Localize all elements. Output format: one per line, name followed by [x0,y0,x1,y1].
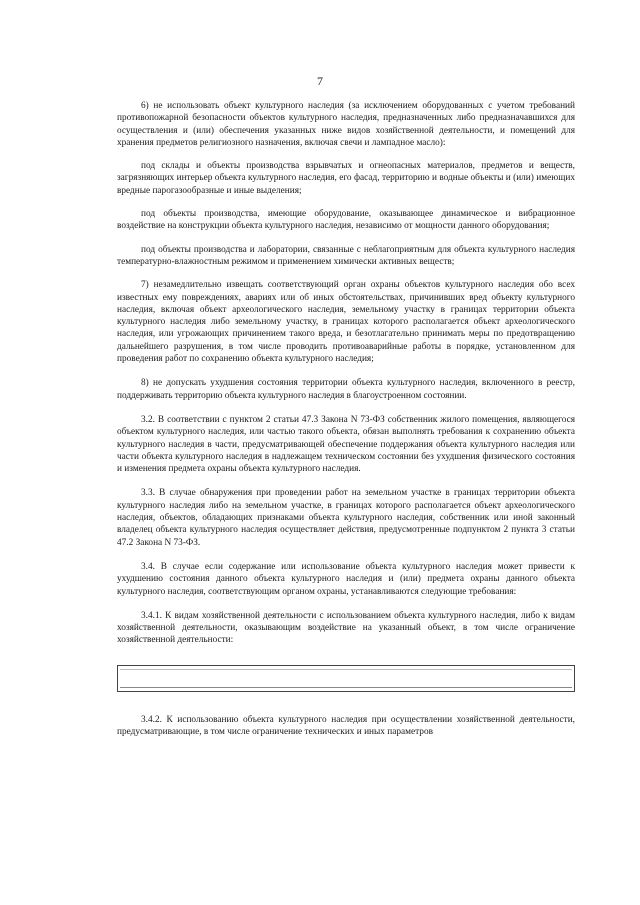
empty-table-box [117,665,575,692]
paragraph-3-4-1: 3.4.1. К видам хозяйственной деятельности с использованием объекта культурного наследия, либо к видам хозяйственной деятельности, оказывающим воздействие на указанный объект, в том числе ограничение хозяйственной деятельности: [117,610,575,646]
paragraph-3-2: 3.2. В соответствии с пунктом 2 статьи 47.3 Закона N 73-ФЗ собственник жилого помещения, являющегося объектом культурного наследия, или частью такого объекта, обязан выполнять требования к сохранению объекта культурного наследия в части, предусматривающей обеспечение поддержания объекта культурного наследия или части объекта культурного наследия в надлежащем техническом состоянии без ухудшения физического состояния и изменения предмета охраны объекта культурного наследия. [117,414,575,475]
paragraph-item-6: 6) не использовать объект культурного наследия (за исключением оборудованных с учетом требований противопожарной безопасности объектов культурного наследия, предназначенных либо предназначавшихся для осуществления и (или) обеспечения указанных ниже видов хозяйственной деятельности, и помещений для хранения предметов религиозного назначения, включая свечи и лампадное масло): [117,101,575,148]
paragraph-3-3: 3.3. В случае обнаружения при проведении работ на земельном участке в границах территории объекта культурного наследия либо на земельном участке, в границах которого располагается объект археологического наследия, объектов, обладающих признаками объекта культурного наследия, собственник или иной законный владелец объекта культурного наследия осуществляет действия, предусмотренные подпунктом 2 пункта 3 статьи 47.2 Закона N 73-ФЗ. [117,488,575,548]
page-number: 7 [317,74,323,88]
paragraph-3-4-2: 3.4.2. К использованию объекта культурного наследия при осуществлении хозяйственной деятельности, предусматривающие, в том числе ограничение технических и иных параметров [117,714,575,737]
paragraph-3-4: 3.4. В случае если содержание или использование объекта культурного наследия может привести к ухудшению состояния данного объекта культурного наследия и (или) предмета охраны данного объекта культурного наследия, соответствующим органом охраны, устанавливаются следующие требования: [117,561,575,597]
empty-table-row [120,669,572,688]
document-body [117,100,575,750]
paragraph-laboratories: под объекты производства и лаборатории, связанные с неблагоприятным для объекта культурного наследия температурно-влажностным режимом и применением химически активных веществ; [117,244,575,267]
paragraph-production-equipment: под объекты производства, имеющие оборудование, оказывающее динамическое и вибрационное воздействие на конструкции объекта культурного наследия, независимо от мощности данного оборудования; [117,209,575,232]
paragraph-warehouses: под склады и объекты производства взрывчатых и огнеопасных материалов, предметов и веществ, загрязняющих интерьер объекта культурного наследия, его фасад, территорию и водные объекты и (или) имеющих вредные парогазообразные и иные выделения; [117,161,575,196]
paragraph-item-7: 7) незамедлительно извещать соответствующий орган охраны объектов культурного наследия обо всех известных ему повреждениях, авариях или об иных обстоятельствах, причинивших вред объекту культурного наследия, включая объект археологического наследия, земельному участку в границах территории объекта культурного наследия либо земельному участку, в границах которого располагается объект археологического наследия, или угрожающих причинением такого вреда, и безотлагательно принимать меры по предотвращению дальнейшего разрушения, в том числе проводить противоаварийные работы в порядке, установленном для проведения работ по сохранению объекта культурного наследия; [117,280,575,365]
paragraph-item-8: 8) не допускать ухудшения состояния территории объекта культурного наследия, включенного в реестр, поддерживать территорию объекта культурного наследия в благоустроенном состоянии. [117,378,575,401]
